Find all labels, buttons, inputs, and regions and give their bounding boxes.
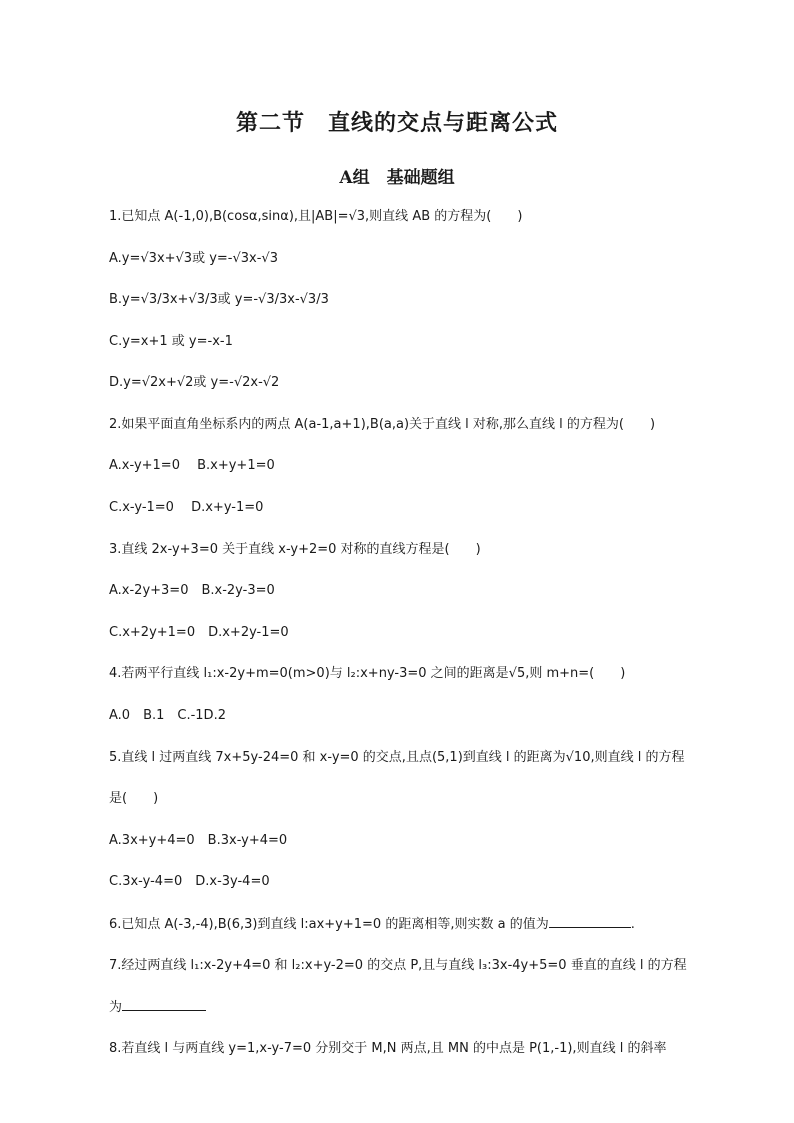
- question-6-text: 6.已知点 A(-3,-4),B(6,3)到直线 l:ax+y+1=0 的距离相等,则实数 a 的值为: [109, 917, 549, 932]
- section-title: 第二节 直线的交点与距离公式: [235, 110, 558, 136]
- q3-options-cd: C.x+2y+1=0 D.x+2y-1=0: [109, 625, 289, 640]
- q2-options-ab: A.x-y+1=0 B.x+y+1=0: [109, 458, 275, 473]
- q5-options-cd: C.3x-y-4=0 D.x-3y-4=0: [109, 874, 270, 889]
- q3-options-ab: A.x-2y+3=0 B.x-2y-3=0: [109, 583, 275, 598]
- q1-option-b: B.y=√3/3x+√3/3或 y=-√3/3x-√3/3: [109, 292, 329, 307]
- q1-option-a: A.y=√3x+√3或 y=-√3x-√3: [109, 251, 278, 266]
- answer-blank[interactable]: [122, 998, 206, 1011]
- q1-option-d: D.y=√2x+√2或 y=-√2x-√2: [109, 375, 280, 390]
- question-1: 1.已知点 A(-1,0),B(cosα,sinα),且|AB|=√3,则直线 AB 的方程为( ): [109, 209, 523, 224]
- question-5-cont: 是( ): [109, 791, 159, 806]
- question-3: 3.直线 2x-y+3=0 关于直线 x-y+2=0 对称的直线方程是( ): [109, 542, 481, 557]
- question-4: 4.若两平行直线 l₁:x-2y+m=0(m>0)与 l₂:x+ny-3=0 之间的距离是√5,则 m+n=( ): [109, 666, 626, 681]
- question-6: [109, 915, 635, 934]
- question-6-end: .: [630, 917, 635, 932]
- question-5: 5.直线 l 过两直线 7x+5y-24=0 和 x-y=0 的交点,且点(5,1)到直线 l 的距离为√10,则直线 l 的方程: [109, 750, 685, 765]
- q4-options: A.0 B.1 C.-1D.2: [109, 708, 226, 723]
- question-7: 7.经过两直线 l₁:x-2y+4=0 和 l₂:x+y-2=0 的交点 P,且与直线 l₃:3x-4y+5=0 垂直的直线 l 的方程: [109, 958, 687, 973]
- group-heading: A组 基础题组: [339, 168, 455, 188]
- q2-options-cd: C.x-y-1=0 D.x+y-1=0: [109, 500, 264, 515]
- q1-option-c: C.y=x+1 或 y=-x-1: [109, 334, 233, 349]
- question-8: 8.若直线 l 与两直线 y=1,x-y-7=0 分别交于 M,N 两点,且 MN 的中点是 P(1,-1),则直线 l 的斜率: [109, 1041, 667, 1056]
- question-7-cont-text: 为: [109, 1000, 123, 1015]
- q5-options-ab: A.3x+y+4=0 B.3x-y+4=0: [109, 833, 288, 848]
- answer-blank[interactable]: [549, 915, 631, 928]
- question-7-cont: [109, 998, 206, 1017]
- question-2: 2.如果平面直角坐标系内的两点 A(a-1,a+1),B(a,a)关于直线 l 对称,那么直线 l 的方程为( ): [109, 417, 656, 432]
